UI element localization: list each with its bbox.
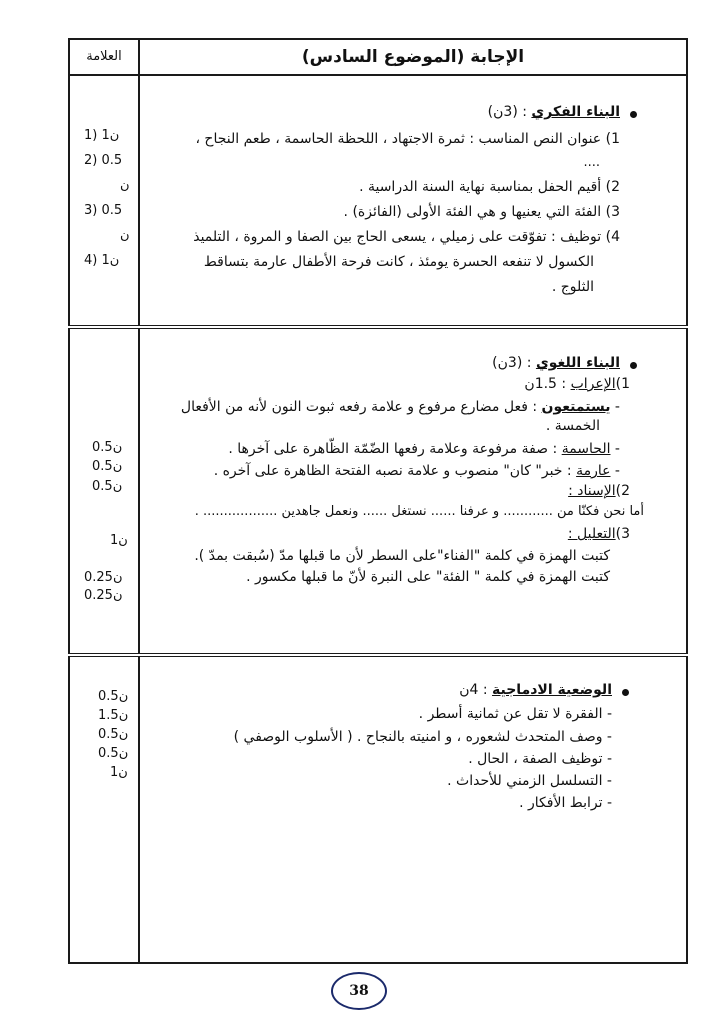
section-points: : (3ن) [492,355,532,371]
mark-column-header: العلامة [86,49,122,64]
mark-value: 0.25ن [84,588,123,603]
mark-value: 0.5ن [92,440,123,455]
i3rab-item: - يستمتعون : فعل مضارع مرفوع و علامة رفعه ثبوت النون لأنه من الأفعال [180,399,620,415]
parsed-word: الحاسمة [561,441,611,457]
text-line: الثلوج . [551,279,594,295]
text-line: كتبت الهمزة في كلمة " الفئة" على النبرة لأنّ ما قبلها مكسور . [246,569,610,585]
text-line: 3) الفئة التي يعنيها و هي الفئة الأولى (الفائزة) . [343,204,620,220]
subheading-ta3lil [568,526,630,542]
subheading-points: : 1.5ن [524,376,567,392]
mark-value: 1) 1ن [84,128,120,143]
bullet-icon [630,111,637,118]
mark-value: 0.5ن [98,746,129,761]
column-divider [138,38,140,964]
text-line: 4) توظيف : تفوّقت على زميلي ، يسعى الحاج بين الصفا و المروة ، التلميذ [193,229,620,245]
section-title-line [488,104,620,120]
criteria-item: - التسلسل الزمني للأحداث . [447,773,612,789]
subheading-label: الإعراب [570,376,616,392]
section-points: : (3ن) [487,104,527,120]
criteria-item: - الفقرة لا تقل عن ثمانية أسطر . [418,706,612,722]
mark-value: 0.5ن [98,727,129,742]
text-line: 2) أقيم الحفل بمناسبة نهاية السنة الدراسية . [359,179,620,195]
criteria-item: - توظيف الصفة ، الحال . [468,751,612,767]
parsed-word: يستمتعون [541,399,611,415]
parsed-word: عارمة [576,463,611,479]
text-line: الخمسة . [545,418,600,434]
isnad-text: أما نحن فكنّا من ............ و عرفنا ...... نستغل ...... ونعمل جاهدين .................. . [194,504,644,519]
section-title: البناء الفكري [531,104,620,120]
mark-value: 0.5ن [92,479,123,494]
mark-value: 0.5ن [98,689,129,704]
section-divider-1 [68,325,688,329]
mark-value: 1ن [110,765,128,780]
parsing-text: : فعل مضارع مرفوع و علامة رفعه ثبوت النون لأنه من الأفعال [180,399,538,415]
mark-value: 3) 0.5 [84,203,123,218]
text-line: كتبت الهمزة في كلمة "الفناء"على السطر لأن ما قبلها مدّ (سُبقت بمدّ ). [194,548,610,564]
answer-column-header: الإجابة (الموضوع السادس) [301,47,525,67]
subheading-isnad [568,483,630,499]
section-title-line [492,355,620,371]
subheading-i3rab [524,376,630,392]
criteria-item: - وصف المتحدث لشعوره ، و امنيته بالنجاح . ( الأسلوب الوصفي ) [233,729,612,745]
section-title: الوضعية الادماجية [492,682,612,698]
section-title-line [459,682,612,698]
subheading-label: الإسناد : [568,483,616,499]
text-line: الكسول لا تنفعه الحسرة يومئذ ، كانت فرحة الأطفال عارمة بتساقط [203,254,594,270]
i3rab-item: - عارمة : خبر" كان" منصوب و علامة نصبه الفتحة الظاهرة على آخره . [213,463,620,479]
mark-value: 0.5ن [92,459,123,474]
mark-value: 0.25ن [84,570,123,585]
mark-value: 1.5ن [98,708,129,723]
bullet-icon [630,362,637,369]
mark-value: 1ن [110,533,128,548]
mark-value: 2) 0.5 [84,153,123,168]
mark-value: ن [120,178,130,193]
mark-value: 4) 1ن [84,253,120,268]
item-number: 3) [615,526,630,542]
page-number: 38 [331,972,387,1010]
parsing-text: : خبر" كان" منصوب و علامة نصبه الفتحة الظاهرة على آخره . [213,463,572,479]
parsing-text: : صفة مرفوعة وعلامة رفعها الضّمّة الظّاهرة على آخرها . [228,441,558,457]
item-number: 1) [615,376,630,392]
bullet-icon [622,689,629,696]
section-points: : 4ن [459,682,488,698]
text-line: 1) عنوان النص المناسب : ثمرة الاجتهاد ، اللحظة الحاسمة ، طعم النجاح ، [195,131,620,147]
text-line: .... [583,155,600,170]
item-number: 2) [615,483,630,499]
section-divider-2 [68,653,688,657]
header-divider [68,74,688,76]
mark-value: ن [120,228,130,243]
i3rab-item: - الحاسمة : صفة مرفوعة وعلامة رفعها الضّمّة الظّاهرة على آخرها . [228,441,620,457]
section-title: البناء اللغوي [535,355,620,371]
answer-table [68,38,688,964]
subheading-label: التعليل : [567,526,616,542]
criteria-item: - ترابط الأفكار . [519,795,612,811]
